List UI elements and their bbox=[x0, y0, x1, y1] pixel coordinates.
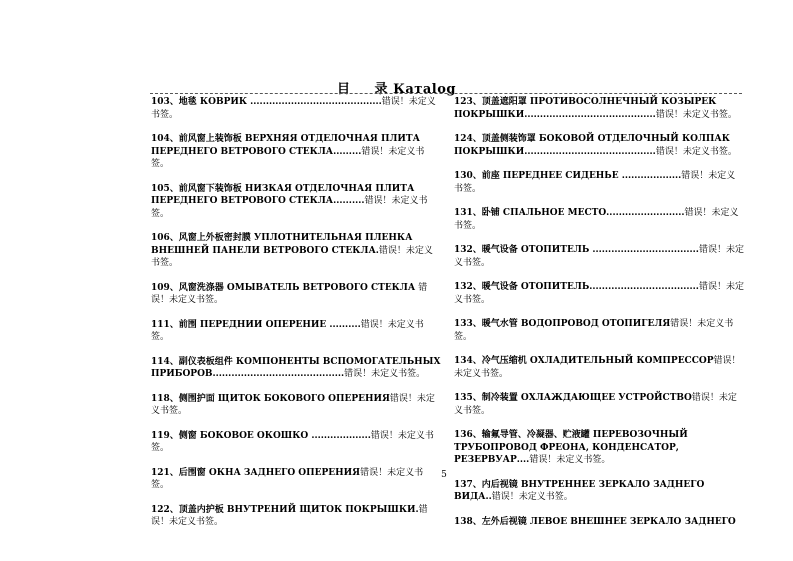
toc-entry-page-ref: 错误！未定义书签。 bbox=[151, 319, 424, 342]
toc-entry-number: 111、前围 bbox=[151, 319, 197, 330]
toc-entry-number: 119、侧窗 bbox=[151, 430, 197, 441]
toc-entry-title: ОХЛАДИТЕЛЬНЫЙ КОМПРЕССОР bbox=[526, 356, 714, 366]
page-number: 5 bbox=[441, 470, 447, 480]
toc-entry-page-ref: 错误！未定义书签。 bbox=[151, 430, 434, 453]
toc-entry[interactable] bbox=[454, 96, 744, 121]
toc-entry[interactable] bbox=[151, 183, 441, 221]
toc-entry-page-ref: 错误！未定义书签。 bbox=[151, 467, 424, 490]
toc-entry[interactable] bbox=[151, 504, 441, 529]
toc-entry-leader: ................................... bbox=[589, 282, 699, 292]
toc-entry[interactable] bbox=[454, 133, 744, 158]
toc-entry-number: 104、前风窗上装饰板 bbox=[151, 134, 242, 144]
toc-entry-page-ref: 错误！未定义书签。 bbox=[655, 109, 737, 120]
toc-entry-leader: .......................................... bbox=[524, 109, 656, 120]
toc-entry-number: 135、制冷装置 bbox=[454, 393, 518, 403]
toc-entry[interactable] bbox=[454, 207, 744, 232]
title-char-left: 目 bbox=[337, 82, 351, 97]
toc-entry[interactable] bbox=[151, 393, 441, 418]
toc-entry-page-ref: 错误！未定义书签。 bbox=[454, 208, 739, 231]
toc-entry-leader: .......................................... bbox=[212, 369, 345, 379]
toc-entry-leader: .......................................... bbox=[250, 97, 382, 107]
toc-entry-number: 109、风窗洗涤器 bbox=[151, 282, 224, 293]
toc-entry-number: 118、侧围护面 bbox=[151, 393, 215, 404]
toc-entry[interactable] bbox=[151, 232, 441, 270]
toc-entry-title: ПРОТИВОСОЛНЕЧНЫЙ КОЗЫРЕК ПОКРЫШКИ bbox=[454, 97, 717, 120]
toc-entry-leader: .................................. bbox=[592, 245, 699, 255]
toc-entry-leader: .......... bbox=[329, 319, 361, 330]
toc-entry-page-ref: 错误！未定义书签。 bbox=[655, 146, 737, 157]
toc-entry-number: 106、风窗上外板密封膜 bbox=[151, 233, 251, 243]
toc-entry-title: ПЕРЕВОЗОЧНЫЙ ТРУБОПРОВОД ФРЕОНА, КОНДЕНСАТОР, РЕЗЕРВУАР bbox=[454, 430, 688, 465]
toc-entry[interactable] bbox=[454, 392, 744, 417]
toc-entry-page-ref: 错误！未定义书签。 bbox=[344, 369, 426, 379]
title-char-right: 录 bbox=[374, 82, 389, 97]
toc-entry-page-ref: 错误！未定义书签。 bbox=[454, 356, 741, 379]
toc-entry-page-ref: 错误！未定义书签。 bbox=[454, 171, 736, 194]
toc-entry-page-ref: 错误！未定义书签。 bbox=[454, 282, 744, 305]
toc-entry[interactable] bbox=[151, 282, 441, 307]
toc-entry-leader: ......................... bbox=[606, 208, 685, 218]
toc-entry-page-ref: 错误！未定义书签。 bbox=[454, 245, 744, 268]
toc-entry[interactable] bbox=[454, 429, 744, 467]
toc-entry-title: ВНУТРЕНИЙ ЩИТОК ПОКРЫШКИ. bbox=[223, 504, 419, 515]
toc-entry[interactable] bbox=[151, 96, 441, 121]
page-title bbox=[0, 78, 793, 97]
toc-entry[interactable] bbox=[454, 170, 744, 195]
toc-entry-number: 134、冷气压缩机 bbox=[454, 356, 527, 366]
toc-entry-title: ЩИТОК БОКОВОГО ОПЕРЕНИЯ bbox=[214, 393, 390, 404]
toc-entry-number: 121、后围窗 bbox=[151, 467, 206, 478]
toc-entry-title: НИЗКАЯ ОТДЕЛОЧНАЯ ПЛИТА ПЕРЕДНЕГО ВЕТРОВОГО СТЕКЛА bbox=[151, 183, 415, 206]
toc-entry-number: 132、暖气设备 bbox=[454, 245, 518, 255]
toc-entry-number: 105、前风窗下装饰板 bbox=[151, 183, 242, 194]
toc-entry-number: 136、输氟导管、冷凝器、贮液罐 bbox=[454, 430, 590, 440]
toc-entry-title: БОКОВОЕ ОКОШКО bbox=[196, 430, 312, 441]
toc-entry[interactable] bbox=[151, 356, 441, 381]
toc-entry-page-ref: 错误！未定义书签。 bbox=[151, 146, 425, 169]
toc-entry-number: 103、地毯 bbox=[151, 97, 197, 107]
toc-entry-leader: ......... bbox=[333, 146, 362, 157]
toc-entry-page-ref: 错误！未定义书签。 bbox=[151, 282, 428, 305]
toc-entry[interactable] bbox=[151, 319, 441, 344]
toc-entry-page-ref: 错误！未定义书签。 bbox=[454, 393, 737, 416]
toc-entry-leader: .......................................... bbox=[524, 146, 656, 157]
toc-entry-page-ref: 错误！未定义书签。 bbox=[454, 319, 734, 342]
title-catalog: Катаlog bbox=[393, 82, 456, 97]
toc-entry-leader: .... bbox=[516, 455, 530, 465]
toc-entry-title: ЛЕВОЕ ВНЕШНЕЕ ЗЕРКАЛО ЗАДНЕГО bbox=[526, 516, 736, 527]
toc-entry-title: КОМПОНЕНТЫ ВСПОМОГАТЕЛЬНЫХ ПРИБОРОВ bbox=[151, 356, 441, 379]
toc-entry-number: 130、前座 bbox=[454, 171, 500, 181]
toc-entry-number: 131、卧铺 bbox=[454, 208, 500, 218]
toc-entry[interactable] bbox=[151, 430, 441, 455]
toc-entry-page-ref: 错误！未定义书签。 bbox=[529, 455, 611, 465]
toc-entry-number: 124、顶盖侧装饰罩 bbox=[454, 134, 536, 144]
toc-entry-number: 133、暖气水管 bbox=[454, 319, 518, 329]
toc-entry-page-ref: 错误！未定义书签。 bbox=[151, 393, 435, 416]
toc-entry[interactable] bbox=[454, 516, 744, 529]
toc-entry-title: ПЕРЕДНИИ ОПЕРЕНИЕ bbox=[196, 319, 330, 330]
toc-entry-leader: ................... bbox=[311, 430, 371, 441]
toc-entry-title: ОТОПИТЕЛЬ bbox=[517, 282, 590, 292]
toc-entry[interactable] bbox=[454, 479, 744, 504]
toc-entry[interactable] bbox=[454, 355, 744, 380]
toc-entry-page-ref: 错误！未定义书签。 bbox=[151, 504, 428, 527]
toc-entry-title: ОХЛАЖДАЮЩЕЕ УСТРОЙСТВО bbox=[517, 393, 692, 403]
toc-entry-title: СПАЛЬНОЕ МЕСТО bbox=[499, 208, 607, 218]
toc-entry[interactable] bbox=[151, 133, 441, 171]
toc-entry-number: 123、顶盖遮阳罩 bbox=[454, 97, 527, 107]
toc-entry-title: УПЛОТНИТЕЛЬНАЯ ПЛЕНКА ВНЕШНЕЙ ПАНЕЛИ ВЕТРОВОГО СТЕКЛА bbox=[151, 233, 413, 256]
toc-entry-title: ОКНА ЗАДНЕГО ОПЕРЕНИЯ bbox=[205, 467, 361, 478]
toc-entry-page-ref: 错误！未定义书签。 bbox=[491, 492, 573, 502]
toc-entry-title: ОМЫВАТЕЛЬ ВЕТРОВОГО СТЕКЛА bbox=[223, 282, 419, 293]
toc-entry-title: ПЕРЕДНЕЕ СИДЕНЬЕ bbox=[499, 171, 622, 181]
toc-entry-title: ВЕРХНЯЯ ОТДЕЛОЧНАЯ ПЛИТА ПЕРЕДНЕГО ВЕТРОВОГО СТЕКЛА bbox=[151, 134, 420, 157]
toc-entry[interactable] bbox=[454, 281, 744, 306]
toc-entry-number: 114、副仪表板组件 bbox=[151, 356, 233, 367]
toc-entry[interactable] bbox=[454, 244, 744, 269]
toc-entry[interactable] bbox=[454, 318, 744, 343]
toc-entry-leader: .......... bbox=[333, 196, 365, 206]
toc-entry-title: БОКОВОЙ ОТДЕЛОЧНЫЙ КОЛПАК ПОКРЫШКИ bbox=[454, 134, 730, 157]
toc-entry-page-ref: 错误！未定义书签。 bbox=[151, 196, 428, 219]
toc-entry-leader: . bbox=[375, 245, 379, 256]
toc-entry-title: ВОДОПРОВОД ОТОПИГЕЛЯ bbox=[517, 319, 671, 329]
toc-entry-page-ref: 错误！未定义书签。 bbox=[151, 245, 433, 268]
title-divider bbox=[150, 93, 742, 94]
toc-entry-leader: ................... bbox=[621, 171, 682, 181]
toc-entry-number: 122、顶盖内护板 bbox=[151, 504, 224, 515]
toc-entry-number: 137、内后视镜 bbox=[454, 479, 518, 490]
toc-entry-title: КОВРИК bbox=[196, 97, 251, 107]
toc-entry-number: 138、左外后视镜 bbox=[454, 516, 527, 527]
toc-entry-title: ВНУТРЕННЕЕ ЗЕРКАЛО ЗАДНЕГО ВИДА.. bbox=[454, 479, 705, 502]
toc-entry-number: 132、暖气设备 bbox=[454, 282, 518, 292]
toc-entry-title: ОТОПИТЕЛЬ bbox=[517, 245, 593, 255]
toc-entry-page-ref: 错误！未定义书签。 bbox=[151, 97, 436, 120]
